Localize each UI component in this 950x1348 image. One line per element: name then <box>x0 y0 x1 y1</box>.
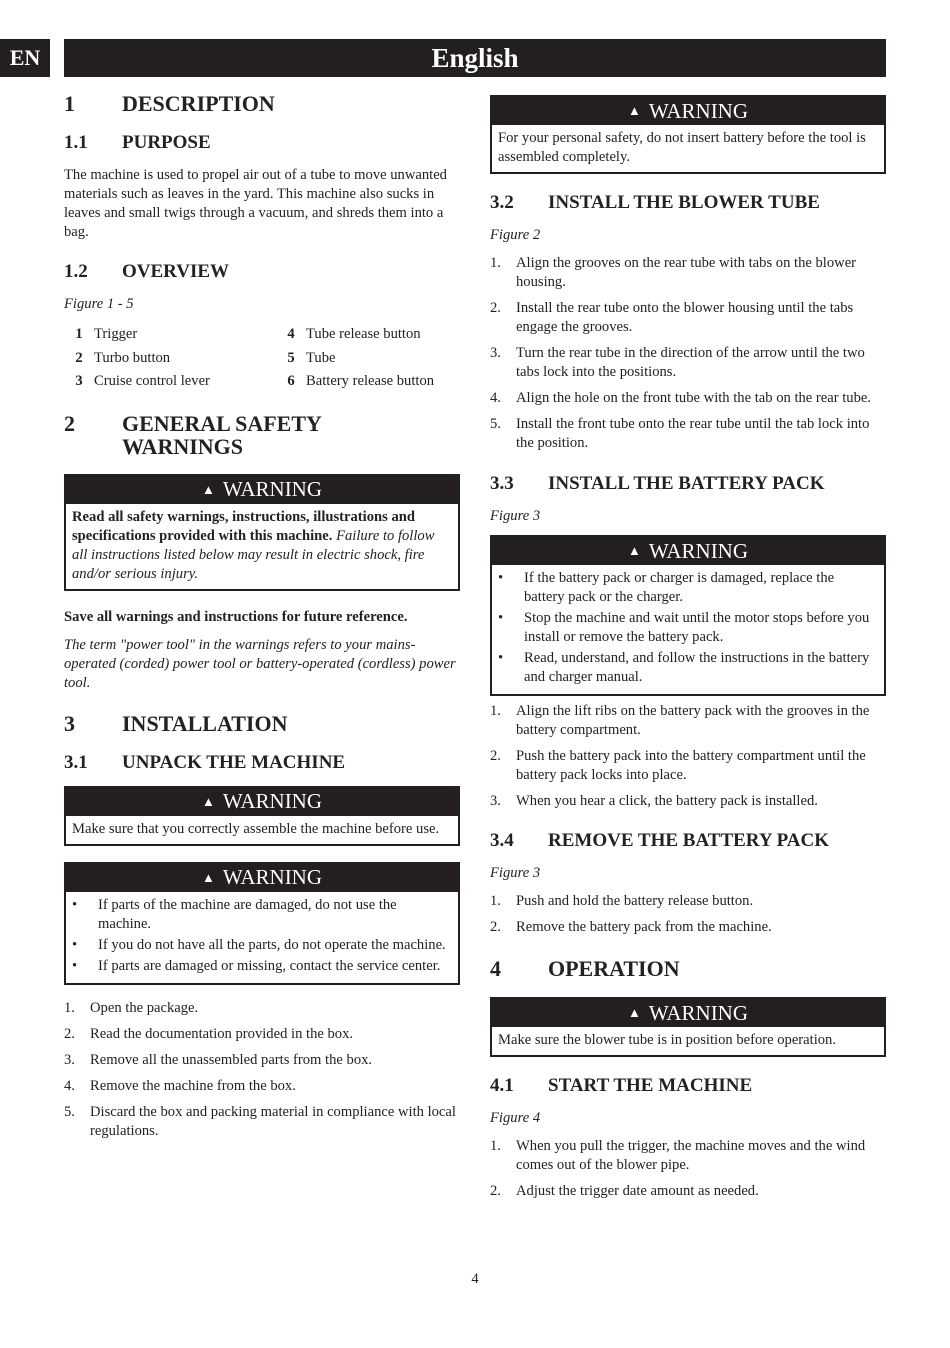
section-overview-heading <box>64 261 460 283</box>
step-number: 5. <box>64 1103 75 1120</box>
warning-box <box>490 997 886 1057</box>
term-note: The term "power tool" in the warnings refers to your mains-operated (corded) power tool or battery-operated (cordless) power tool. <box>64 636 456 691</box>
section-title: INSTALL THE BLOWER TUBE <box>548 192 820 213</box>
section-unpack-heading <box>64 752 460 774</box>
list-item <box>490 792 886 811</box>
part-number: 6 <box>287 373 295 389</box>
list-item-text: Stop the machine and wait until the motor stops before you install or remove the battery pack. <box>524 610 870 645</box>
step-number: 5. <box>490 416 501 432</box>
figure-reference: Figure 4 <box>490 1110 541 1126</box>
section-start-machine-heading <box>490 1075 886 1097</box>
step-text: Remove the machine from the box. <box>90 1077 296 1094</box>
warning-header <box>492 999 884 1027</box>
list-item <box>490 918 886 937</box>
section-installation-heading <box>64 712 460 735</box>
warning-triangle-icon: ▲ <box>627 1005 641 1020</box>
list-item: • If parts of the machine are damaged, do not use the machine. <box>72 896 452 934</box>
warning-label: WARNING <box>222 789 323 813</box>
step-number: 1. <box>64 999 75 1016</box>
figure-reference: Figure 3 <box>490 865 541 881</box>
warning-header <box>66 788 458 816</box>
section-title: INSTALLATION <box>122 710 288 736</box>
language-tab: EN <box>0 39 50 77</box>
warning-box <box>64 474 460 591</box>
step-text: Align the lift ribs on the battery pack with the grooves in the battery compartment. <box>516 703 870 738</box>
warning-box <box>64 862 460 985</box>
list-item <box>490 344 886 382</box>
step-text: Install the front tube onto the rear tube until the tab lock into the position. <box>516 416 870 451</box>
section-title: INSTALL THE BATTERY PACK <box>548 473 825 494</box>
step-text: When you pull the trigger, the machine moves and the wind comes out of the blower pipe. <box>516 1138 866 1173</box>
list-item <box>490 254 886 292</box>
list-item: • If the battery pack or charger is damaged, replace the battery pack or the charger. <box>498 569 878 607</box>
part-number: 2 <box>75 349 83 366</box>
step-text: When you hear a click, the battery pack is installed. <box>516 793 818 809</box>
warning-triangle-icon: ▲ <box>201 869 215 885</box>
section-title <box>122 412 322 458</box>
part-label: Cruise control lever <box>94 373 210 389</box>
purpose-text: The machine is used to propel air out of a tube to move unwanted materials such as leaves in the yard. This machine also sucks in leaves and small twigs through a vacuum, and shreds them into a bag. <box>64 167 447 240</box>
list-item <box>64 1077 460 1096</box>
section-title: PURPOSE <box>122 132 211 153</box>
blower-tube-steps <box>490 254 886 453</box>
step-number: 3. <box>490 793 501 809</box>
warning-label: WARNING <box>648 1000 749 1025</box>
list-item: • Read, understand, and follow the instructions in the battery and charger manual. <box>498 649 878 687</box>
list-item <box>490 389 886 408</box>
warning-italic-text: Failure to follow all instructions listed below may result in electric shock, fire and/or serious injury. <box>72 527 435 582</box>
warning-triangle-icon: ▲ <box>201 793 215 809</box>
step-text: Discard the box and packing material in compliance with local regulations. <box>90 1103 456 1139</box>
section-remove-battery-heading <box>490 830 886 852</box>
section-number: 1.1 <box>64 132 88 153</box>
section-blower-tube-heading <box>490 192 886 214</box>
step-text: Align the grooves on the rear tube with tabs on the blower housing. <box>516 255 857 290</box>
list-item <box>64 1025 460 1044</box>
warning-bold-text: Read all safety warnings, instructions, illustrations and specifications provided with this machine. <box>72 508 415 544</box>
section-title-line: WARNINGS <box>122 433 244 459</box>
section-number: 3.4 <box>490 830 514 851</box>
part-number: 4 <box>287 326 295 342</box>
warning-list <box>72 896 452 976</box>
list-item-text: Read, understand, and follow the instructions in the battery and charger manual. <box>524 650 870 685</box>
part-number: 1 <box>75 326 83 342</box>
warning-list <box>498 569 878 687</box>
list-item <box>490 702 886 740</box>
step-text: Adjust the trigger date amount as needed. <box>516 1183 759 1199</box>
remove-battery-steps <box>490 892 886 937</box>
save-note: Save all warnings and instructions for future reference. <box>64 608 408 625</box>
list-item: • If you do not have all the parts, do not operate the machine. <box>72 936 446 953</box>
section-number: 3 <box>64 710 75 736</box>
part-number: 5 <box>287 349 295 366</box>
unpack-steps <box>64 999 460 1141</box>
section-description-heading <box>64 92 460 115</box>
list-item <box>490 747 886 785</box>
warning-text: For your personal safety, do not insert battery before the tool is assembled completely. <box>498 130 866 165</box>
part-label: Turbo button <box>94 349 171 366</box>
figure-reference: Figure 1 - 5 <box>64 296 134 312</box>
part-label: Trigger <box>94 326 138 342</box>
start-machine-steps <box>490 1137 886 1201</box>
list-item <box>490 1182 886 1201</box>
warning-text <box>66 504 458 589</box>
warning-label: WARNING <box>222 865 323 889</box>
section-purpose-heading <box>64 132 460 154</box>
section-title: OPERATION <box>548 956 680 981</box>
section-operation-heading <box>490 957 886 980</box>
figure-reference: Figure 2 <box>490 227 541 243</box>
step-number: 3. <box>490 345 501 361</box>
step-text: Align the hole on the front tube with the tab on the rear tube. <box>516 390 872 406</box>
section-title: UNPACK THE MACHINE <box>122 751 346 773</box>
step-text: Push and hold the battery release button. <box>516 893 754 909</box>
list-item-text: If parts of the machine are damaged, do not use the machine. <box>98 896 397 932</box>
step-text: Remove all the unassembled parts from the box. <box>90 1051 373 1068</box>
step-number: 4. <box>490 390 501 406</box>
step-text: Open the package. <box>90 999 199 1016</box>
section-safety-heading <box>64 412 460 458</box>
step-number: 1. <box>490 893 501 909</box>
part-number: 3 <box>75 373 83 389</box>
step-number: 1. <box>490 255 501 271</box>
step-number: 4. <box>64 1077 75 1094</box>
warning-header <box>492 97 884 125</box>
step-number: 2. <box>490 1183 501 1199</box>
warning-text <box>492 565 884 694</box>
step-number: 1. <box>490 1138 501 1154</box>
step-text: Read the documentation provided in the box. <box>90 1025 354 1042</box>
step-number: 2. <box>490 748 501 764</box>
warning-text: Make sure that you correctly assemble the machine before use. <box>72 820 440 837</box>
step-text: Turn the rear tube in the direction of the arrow until the two tabs lock into the positions. <box>516 345 865 380</box>
warning-text <box>66 892 458 983</box>
step-text: Push the battery pack into the battery compartment until the battery pack locks into place. <box>516 748 866 783</box>
list-item <box>490 1137 886 1175</box>
warning-triangle-icon: ▲ <box>627 103 641 118</box>
warning-box <box>490 535 886 696</box>
section-title-line: GENERAL SAFETY <box>122 410 322 436</box>
section-number: 1.2 <box>64 261 88 282</box>
step-number: 1. <box>490 703 501 719</box>
part-label: Tube release button <box>306 326 421 342</box>
figure-reference: Figure 3 <box>490 508 541 524</box>
step-number: 2. <box>490 300 501 316</box>
right-column <box>490 95 886 1219</box>
page-title: English <box>64 39 886 77</box>
section-number: 4 <box>490 956 501 981</box>
section-number: 3.3 <box>490 473 514 494</box>
step-text: Remove the battery pack from the machine. <box>516 919 772 935</box>
warning-header <box>66 864 458 892</box>
list-item-text: If parts are damaged or missing, contact the service center. <box>98 957 441 974</box>
list-item <box>490 892 886 911</box>
warning-header <box>66 476 458 504</box>
overview-parts-list <box>64 323 460 394</box>
warning-label: WARNING <box>648 98 749 123</box>
section-title: DESCRIPTION <box>122 91 275 116</box>
section-title: START THE MACHINE <box>548 1075 753 1096</box>
warning-label: WARNING <box>648 538 749 563</box>
install-battery-steps <box>490 702 886 811</box>
list-item-text: If you do not have all the parts, do not operate the machine. <box>98 936 446 953</box>
warning-box <box>490 95 886 174</box>
list-item <box>64 1051 460 1070</box>
part-label: Battery release button <box>306 373 435 389</box>
warning-triangle-icon: ▲ <box>201 481 215 497</box>
warning-triangle-icon: ▲ <box>627 543 641 558</box>
part-label: Tube <box>306 349 336 366</box>
list-item-text: If the battery pack or charger is damaged, replace the battery pack or the charger. <box>524 570 835 605</box>
step-number: 2. <box>490 919 501 935</box>
left-column <box>64 92 460 1159</box>
section-number: 3.1 <box>64 751 88 773</box>
page-number: 4 <box>471 1271 479 1287</box>
list-item: • If parts are damaged or missing, contact the service center. <box>72 957 441 974</box>
warning-text: Make sure the blower tube is in position before operation. <box>498 1032 837 1048</box>
warning-label: WARNING <box>222 477 323 501</box>
list-item: • Stop the machine and wait until the motor stops before you install or remove the battery pack. <box>498 609 878 647</box>
section-number: 4.1 <box>490 1075 514 1096</box>
step-number: 3. <box>64 1051 75 1068</box>
section-number: 2 <box>64 410 75 436</box>
step-text: Install the rear tube onto the blower housing until the tabs engage the grooves. <box>516 300 854 335</box>
list-item <box>490 299 886 337</box>
list-item <box>490 415 886 453</box>
warning-header <box>492 537 884 565</box>
section-number: 1 <box>64 91 75 116</box>
section-number: 3.2 <box>490 192 514 213</box>
section-title: OVERVIEW <box>122 261 230 282</box>
list-item <box>64 999 460 1018</box>
section-install-battery-heading <box>490 473 886 495</box>
step-number: 2. <box>64 1025 75 1042</box>
warning-box <box>64 786 460 846</box>
list-item <box>64 1103 460 1141</box>
section-title: REMOVE THE BATTERY PACK <box>548 830 830 851</box>
